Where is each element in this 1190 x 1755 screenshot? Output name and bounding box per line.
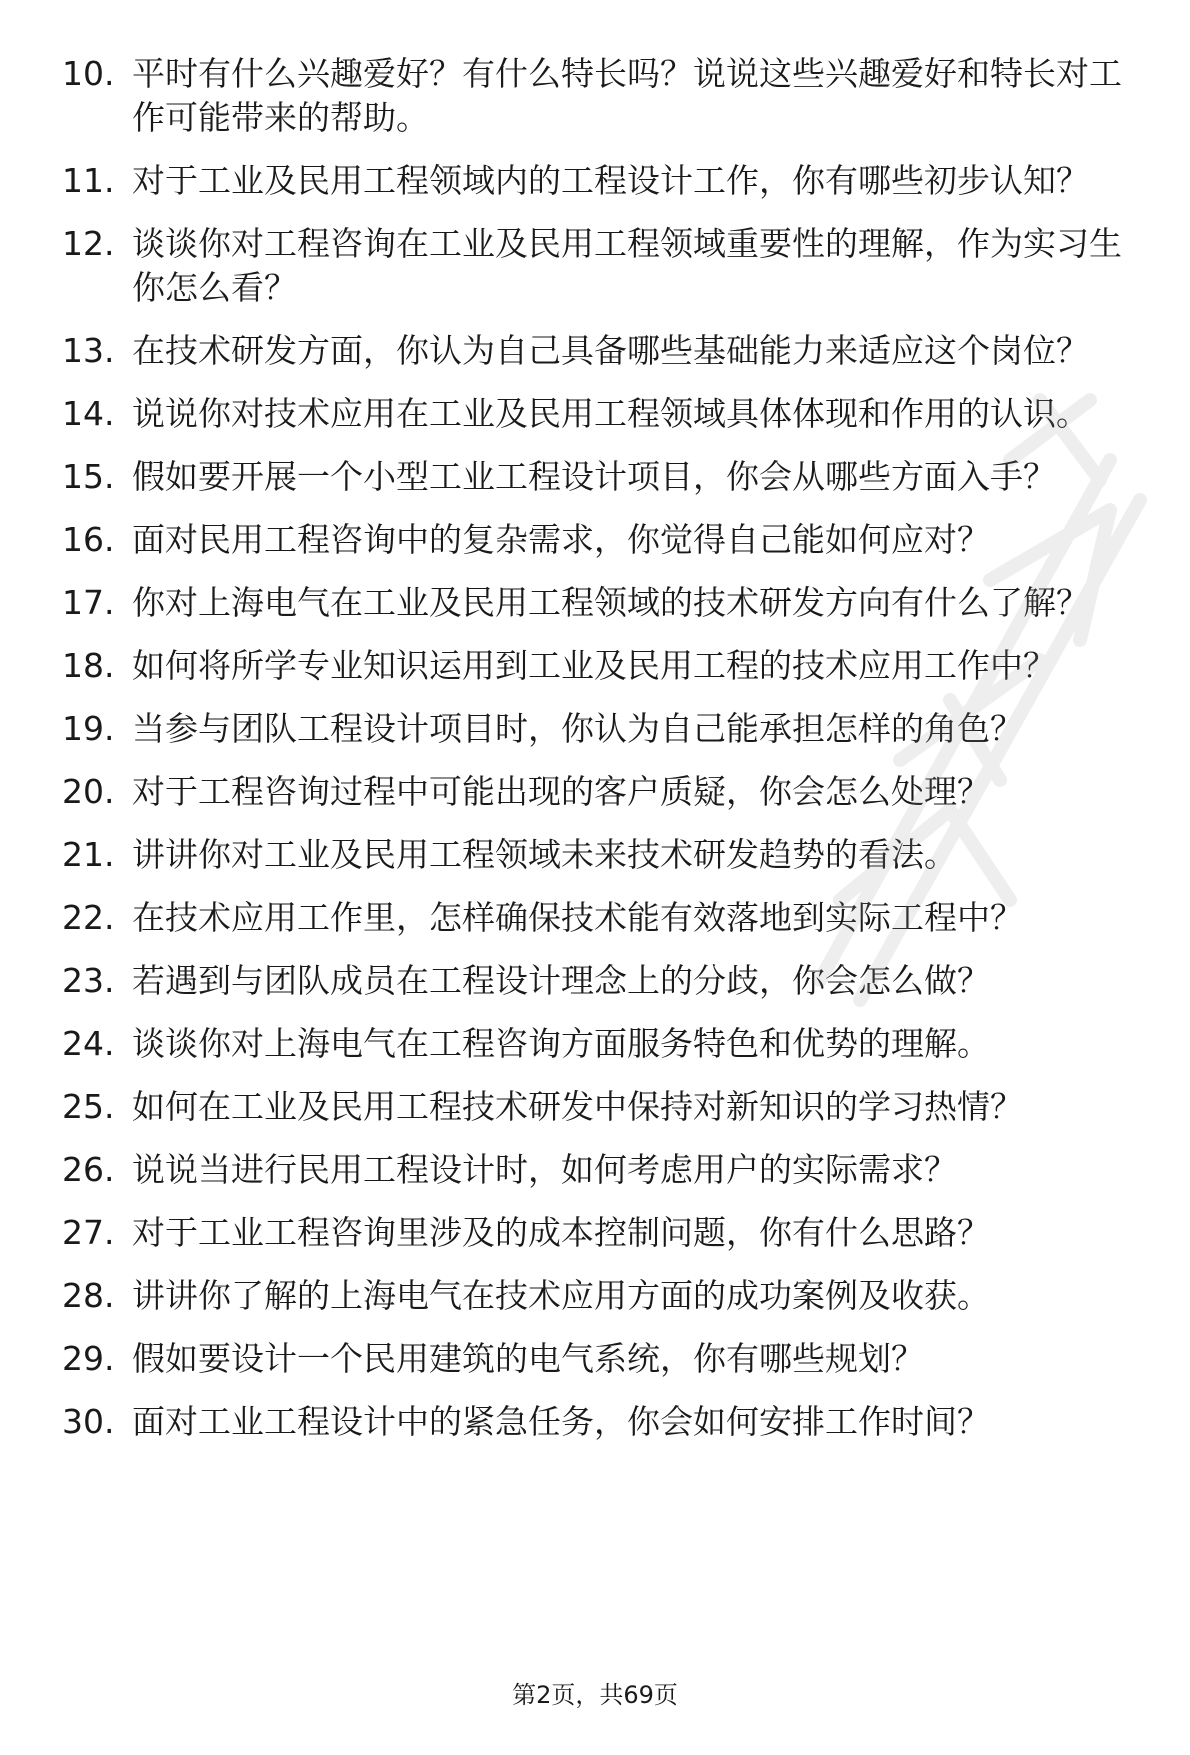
question-number: 14. xyxy=(62,394,115,433)
question-text: 在技术研发方面，你认为自己具备哪些基础能力来适应这个岗位？ xyxy=(132,331,1089,370)
question-text: 讲讲你了解的上海电气在技术应用方面的成功案例及收获。 xyxy=(132,1276,990,1315)
question-text: 若遇到与团队成员在工程设计理念上的分歧，你会怎么做？ xyxy=(132,961,990,1000)
question-number: 16. xyxy=(62,520,115,559)
question-number: 15. xyxy=(62,457,115,496)
question-list xyxy=(62,52,1152,1463)
question-number: 30. xyxy=(62,1402,115,1441)
question-item xyxy=(62,1400,1152,1444)
question-number: 21. xyxy=(62,835,115,874)
question-number: 29. xyxy=(62,1339,115,1378)
question-text: 说说当进行民用工程设计时，如何考虑用户的实际需求？ xyxy=(132,1150,957,1189)
question-text: 讲讲你对工业及民用工程领域未来技术研发趋势的看法。 xyxy=(132,835,957,874)
question-text: 面对工业工程设计中的紧急任务，你会如何安排工作时间？ xyxy=(132,1402,990,1441)
question-text: 对于工业工程咨询里涉及的成本控制问题，你有什么思路？ xyxy=(132,1213,990,1252)
question-number: 27. xyxy=(62,1213,115,1252)
question-number: 25. xyxy=(62,1087,115,1126)
question-number: 18. xyxy=(62,646,115,685)
question-text: 谈谈你对上海电气在工程咨询方面服务特色和优势的理解。 xyxy=(132,1024,990,1063)
question-text: 当参与团队工程设计项目时，你认为自己能承担怎样的角色？ xyxy=(132,709,1023,748)
question-item xyxy=(62,455,1152,499)
question-number: 11. xyxy=(62,161,115,200)
question-text: 谈谈你对工程咨询在工业及民用工程领域重要性的理解，作为实习生你怎么看？ xyxy=(132,224,1122,307)
question-number: 20. xyxy=(62,772,115,811)
question-item xyxy=(62,52,1152,140)
question-number: 22. xyxy=(62,898,115,937)
question-item xyxy=(62,392,1152,436)
question-item xyxy=(62,329,1152,373)
question-item xyxy=(62,159,1152,203)
question-item xyxy=(62,1022,1152,1066)
question-item xyxy=(62,644,1152,688)
question-text: 假如要设计一个民用建筑的电气系统，你有哪些规划？ xyxy=(132,1339,924,1378)
question-number: 10. xyxy=(62,54,115,93)
question-number: 13. xyxy=(62,331,115,370)
question-text: 你对上海电气在工业及民用工程领域的技术研发方向有什么了解？ xyxy=(132,583,1089,622)
question-text: 对于工程咨询过程中可能出现的客户质疑，你会怎么处理？ xyxy=(132,772,990,811)
question-item xyxy=(62,1274,1152,1318)
question-item xyxy=(62,1211,1152,1255)
question-item xyxy=(62,1148,1152,1192)
question-number: 23. xyxy=(62,961,115,1000)
question-text: 平时有什么兴趣爱好？有什么特长吗？说说这些兴趣爱好和特长对工作可能带来的帮助。 xyxy=(132,54,1122,137)
question-item xyxy=(62,1337,1152,1381)
question-item xyxy=(62,222,1152,310)
question-item xyxy=(62,770,1152,814)
page-footer: 第2页，共69页 xyxy=(512,1681,678,1709)
question-text: 在技术应用工作里，怎样确保技术能有效落地到实际工程中？ xyxy=(132,898,1023,937)
question-text: 说说你对技术应用在工业及民用工程领域具体体现和作用的认识。 xyxy=(132,394,1089,433)
question-item xyxy=(62,833,1152,877)
question-number: 12. xyxy=(62,224,115,263)
question-text: 假如要开展一个小型工业工程设计项目，你会从哪些方面入手？ xyxy=(132,457,1056,496)
question-number: 28. xyxy=(62,1276,115,1315)
question-item xyxy=(62,518,1152,562)
question-item xyxy=(62,1085,1152,1129)
question-text: 面对民用工程咨询中的复杂需求，你觉得自己能如何应对？ xyxy=(132,520,990,559)
question-item xyxy=(62,959,1152,1003)
question-number: 24. xyxy=(62,1024,115,1063)
question-item xyxy=(62,581,1152,625)
question-item xyxy=(62,707,1152,751)
question-number: 17. xyxy=(62,583,115,622)
question-number: 19. xyxy=(62,709,115,748)
question-text: 如何将所学专业知识运用到工业及民用工程的技术应用工作中？ xyxy=(132,646,1056,685)
question-number: 26. xyxy=(62,1150,115,1189)
question-text: 如何在工业及民用工程技术研发中保持对新知识的学习热情？ xyxy=(132,1087,1023,1126)
question-item xyxy=(62,896,1152,940)
question-text: 对于工业及民用工程领域内的工程设计工作，你有哪些初步认知？ xyxy=(132,161,1089,200)
